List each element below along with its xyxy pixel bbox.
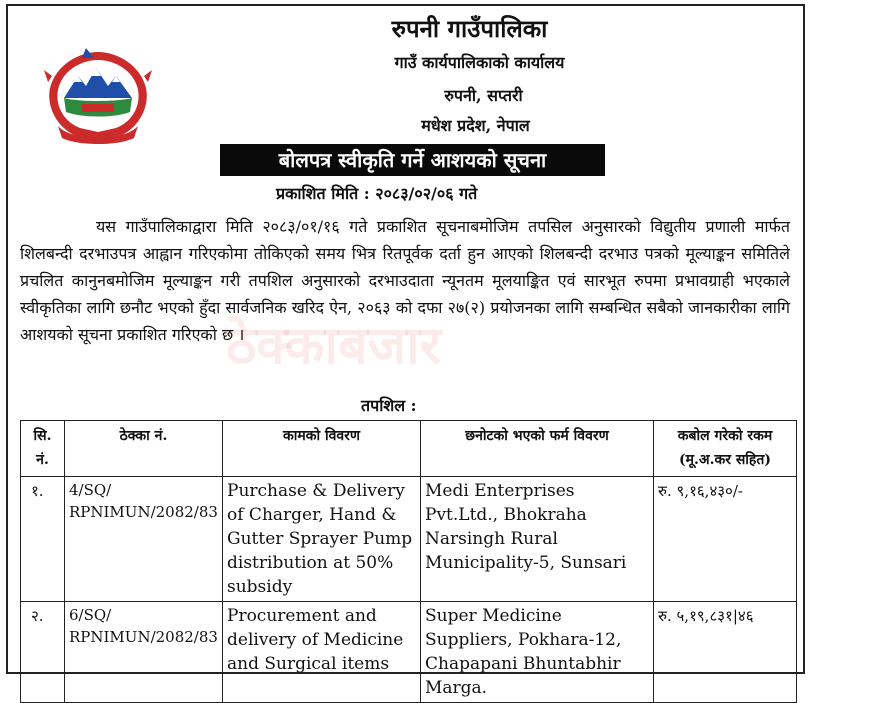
col-header-amount-line1: कबोल गरेको रकम (677, 428, 773, 444)
cell-amount: रु. ९,१६,४३०/- (654, 477, 797, 602)
published-date-line (276, 182, 477, 204)
table-row (21, 602, 797, 703)
col-header-selected-firm: छनोटको भएको फर्म विवरण (421, 421, 654, 477)
notice-title-banner: बोलपत्र स्वीकृति गर्ने आशयको सूचना (220, 144, 605, 176)
cell-selected-firm: Super Medicine Suppliers, Pokhara-12, Chapapani Bhuntabhir Marga. (421, 602, 654, 703)
notice-body: यस गाउँपालिकाद्वारा मिति २०८३/०१/१६ गते प्रकाशित सूचनाबमोजिम तपसिल अनुसारको विद्युतीय प्रणाली मार्फत शिलबन्दी दरभाउपत्र आह्वान गरिएकोमा तोकिएको समय भित्र रितपूर्वक दर्ता हुन आएको शिलबन्दी दरभाउ पत्रको मूल्याङ्कन समितिले प्रचलित कानुनबमोजिम मूल्याङ्कन गरी तपशिल अनुसारको दरभाउदाता न्यूनतम मूलयाङ्कित एवं सारभूत रुपमा प्रभावग्राही भएकाले स्वीकृतिका लागि छनौट भएको हुँदा सार्वजनिक खरिद ऐन, २०६३ को दफा २७(२) प्रयोजनका लागि सम्बन्धित सबैको जानकारीका लागि आशयको सूचना प्रकाशित गरिएको छ । (20, 217, 790, 344)
published-date-label: प्रकाशित मिति : (276, 184, 370, 203)
office-name: गाउँ कार्यपालिकाको कार्यालय (394, 53, 565, 72)
cell-work-desc: Purchase & Delivery of Charger, Hand & Gutter Sprayer Pump distribution at 50% subsidy (223, 477, 421, 602)
col-header-sn (21, 421, 65, 477)
cell-selected-firm: Medi Enterprises Pvt.Ltd., Bhokraha Narsingh Rural Municipality-5, Sunsari (421, 477, 654, 602)
cell-sn: १. (21, 477, 65, 602)
table-row (21, 477, 797, 602)
office-location: रुपनी, सप्तरी (444, 86, 523, 105)
col-header-sn-line1: सि. (33, 428, 52, 444)
col-header-amount-line2: (मू.अ.कर सहित) (679, 452, 771, 468)
award-table (20, 420, 797, 703)
col-header-work-desc: कामको विवरण (223, 421, 421, 477)
cell-work-desc: Procurement and delivery of Medicine and Surgical items (223, 602, 421, 703)
cell-contract-no: 6/SQ/ RPNIMUN/2082/83 (65, 602, 223, 703)
details-heading: तपशिल : (361, 396, 417, 415)
province-name: मधेश प्रदेश, नेपाल (421, 116, 530, 135)
cell-sn: २. (21, 602, 65, 703)
col-header-amount (654, 421, 797, 477)
watermark-text: ठेक्काबजार (226, 316, 441, 376)
col-header-sn-line2: नं. (36, 452, 49, 468)
cell-contract-no: 4/SQ/ RPNIMUN/2082/83 (65, 477, 223, 602)
notice-document (6, 4, 805, 698)
col-header-contract-no: ठेक्का नं. (65, 421, 223, 477)
published-date-value: २०८३/०२/०६ गते (375, 184, 478, 203)
cell-amount: रु. ५,१९,८३१|४६ (654, 602, 797, 703)
table-header-row (21, 421, 797, 477)
municipality-name: रुपनी गाउँपालिका (391, 14, 548, 43)
